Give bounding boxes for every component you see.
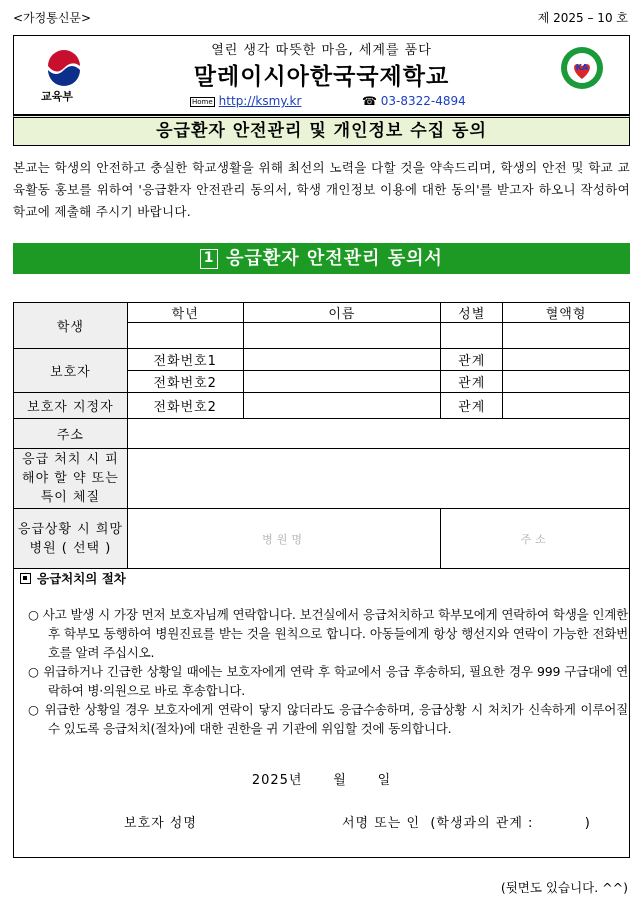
document-category: <가정통신문> bbox=[13, 11, 92, 25]
designee-phone-field[interactable] bbox=[243, 393, 441, 419]
checkbox-icon bbox=[20, 573, 31, 584]
page-title: 응급환자 안전관리 및 개인정보 수집 동의 bbox=[13, 115, 630, 146]
name-field[interactable] bbox=[243, 323, 441, 349]
school-emblem-text: KA bbox=[575, 63, 589, 72]
ministry-label: 교육부 bbox=[41, 90, 73, 103]
student-label: 학생 bbox=[14, 303, 128, 349]
designee-relation-field[interactable] bbox=[503, 393, 630, 419]
guardian-phone1-field[interactable] bbox=[243, 349, 441, 371]
phone-icon: ☎ bbox=[362, 94, 377, 108]
consent-date[interactable]: 2025년 월 일 bbox=[251, 773, 392, 788]
letter-header bbox=[13, 35, 630, 115]
school-phone bbox=[362, 94, 466, 108]
section-number: 1 bbox=[200, 249, 218, 269]
phone-number: 03-8322-4894 bbox=[380, 94, 466, 108]
address-field[interactable] bbox=[127, 419, 629, 449]
school-emblem-icon bbox=[560, 46, 604, 90]
procedure-section bbox=[13, 567, 630, 858]
homepage-url[interactable]: http://ksmy.kr bbox=[218, 94, 302, 108]
guardian-phone2-label: 전화번호2 bbox=[127, 371, 243, 393]
cautions-label: 응급 처치 시 피해야 할 약 또는 특이 체질 bbox=[14, 449, 128, 509]
footer-note: (뒷면도 있습니다. ^^) bbox=[500, 880, 628, 895]
procedure-item-2: ○ 위급하거나 긴급한 상황일 때에는 보호자에게 연락 후 학교에서 응급 후송하되, 필요한 경우 999 구급대에 연락하여 병·의원으로 바로 후송합니다. bbox=[28, 664, 628, 698]
hospital-address-placeholder: 주소 bbox=[520, 532, 550, 546]
gender-field[interactable] bbox=[441, 323, 503, 349]
gender-header: 성별 bbox=[441, 303, 503, 323]
guardian-relation1-label: 관계 bbox=[441, 349, 503, 371]
guardian-relation2-field[interactable] bbox=[503, 371, 630, 393]
blood-type-field[interactable] bbox=[503, 323, 630, 349]
procedure-title: 응급처치의 절차 bbox=[37, 571, 126, 586]
homepage-link[interactable] bbox=[190, 94, 301, 108]
procedure-item-1: ○ 사고 발생 시 가장 먼저 보호자님께 연락합니다. 보건실에서 응급처치하고 학부모에게 연락하여 학생을 인계한 후 학부모 동행하여 병원진료를 받는 것을 원칙으로 합니다. 아동들에게 항상 행선지와 연락이 가능한 전화번호를 알려 주십시오. bbox=[28, 607, 628, 660]
section-title: 응급환자 안전관리 동의서 bbox=[226, 248, 443, 269]
procedure-item-3: ○ 위급한 상황일 경우 보호자에게 연락이 닿지 않더라도 응급수송하며, 응급상황 시 처치가 신속하게 이루어질 수 있도록 응급처치(절차)에 대한 권한을 귀 기관에 위임할 것에 동의합니다. bbox=[28, 702, 628, 736]
guardian-relation2-label: 관계 bbox=[441, 371, 503, 393]
consent-form-table bbox=[13, 302, 630, 569]
name-header: 이름 bbox=[243, 303, 441, 323]
hospital-label: 응급상황 시 희망병원 ( 선택 ) bbox=[14, 509, 128, 569]
designee-phone-label: 전화번호2 bbox=[127, 393, 243, 419]
guardian-label: 보호자 bbox=[14, 349, 128, 393]
section-heading bbox=[13, 243, 630, 274]
blood-type-header: 혈액형 bbox=[503, 303, 630, 323]
hospital-name-field[interactable] bbox=[127, 509, 440, 569]
grade-header: 학년 bbox=[127, 303, 243, 323]
issue-number: 제 2025 – 10 호 bbox=[537, 11, 628, 25]
home-icon: Home bbox=[192, 98, 213, 106]
guardian-phone2-field[interactable] bbox=[243, 371, 441, 393]
school-slogan: 열린 생각 따뜻한 마음, 세계를 품다 bbox=[211, 43, 432, 58]
school-name: 말레이시아한국국제학교 bbox=[193, 64, 450, 90]
guardian-relation1-field[interactable] bbox=[503, 349, 630, 371]
signature-field[interactable]: 서명 또는 인 (학생과의 관계 : ) bbox=[342, 816, 591, 831]
cautions-field[interactable] bbox=[127, 449, 629, 509]
grade-field[interactable] bbox=[127, 323, 243, 349]
address-label: 주소 bbox=[14, 419, 128, 449]
guardian-name-label: 보호자 성명 bbox=[124, 816, 197, 831]
designee-label: 보호자 지정자 bbox=[14, 393, 128, 419]
intro-paragraph: 본교는 학생의 안전하고 충실한 학교생활을 위해 최선의 노력을 다할 것을 약속드리며, 학생의 안전 및 학교 교육활동 홍보를 위하여 '응급환자 안전관리 동의서, 학생 개인정보 이용에 대한 동의'를 받고자 하오니 작성하여 학교에 제출해 주시기 바랍니다. bbox=[13, 160, 630, 219]
hospital-address-field[interactable] bbox=[441, 509, 630, 569]
designee-relation-label: 관계 bbox=[441, 393, 503, 419]
procedure-heading bbox=[20, 569, 126, 587]
hospital-name-placeholder: 병원명 bbox=[262, 532, 306, 546]
guardian-phone1-label: 전화번호1 bbox=[127, 349, 243, 371]
